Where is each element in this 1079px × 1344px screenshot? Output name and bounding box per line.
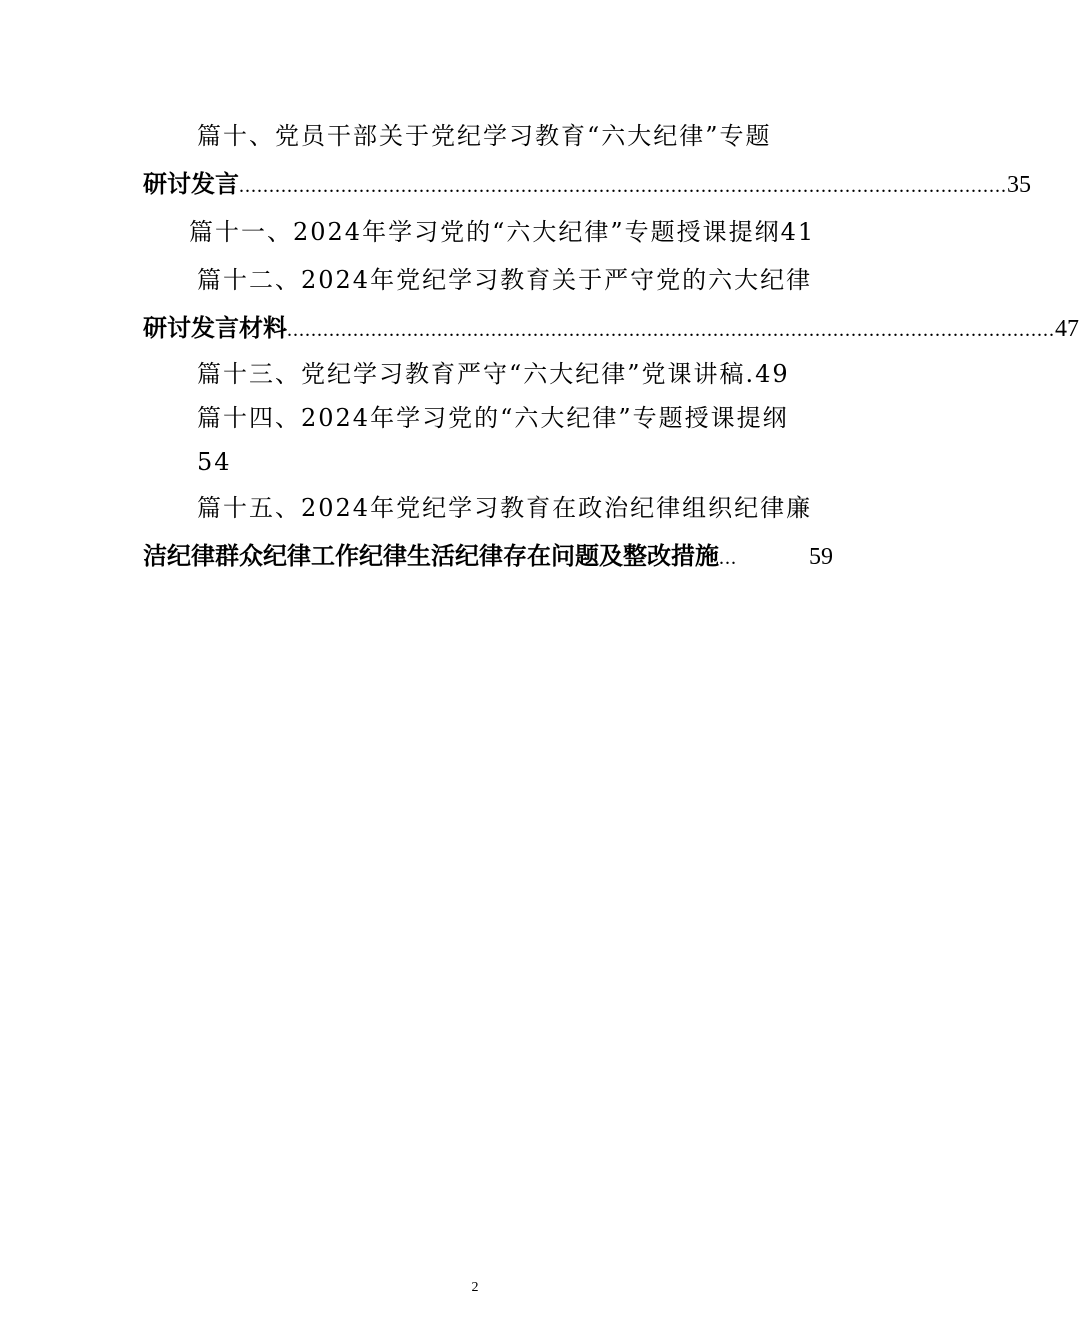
- toc-entry-10-page: 35: [1007, 172, 1031, 198]
- toc-entry-12-title: 研讨发言材料: [143, 314, 287, 342]
- dot-leader: ...: [719, 547, 737, 569]
- toc-entry-13[interactable]: 篇十三、党纪学习教育严守“六大纪律”党课讲稿.49: [197, 360, 790, 388]
- dot-leader: ................................................................................................................................: [239, 175, 1007, 197]
- toc-entry-15-page: 59: [809, 544, 833, 570]
- toc-entry-15-title: 洁纪律群众纪律工作纪律生活纪律存在问题及整改措施: [143, 542, 719, 570]
- toc-entry-14-line-1[interactable]: 篇十四、2024年学习党的“六大纪律”专题授课提纲: [197, 404, 789, 432]
- toc-entry-12-line-2[interactable]: [143, 304, 1079, 352]
- page-number: 2: [471, 1280, 479, 1295]
- toc-entry-12-line-1[interactable]: 篇十二、2024年党纪学习教育关于严守党的六大纪律: [197, 266, 813, 294]
- toc-entry-10-line-2[interactable]: [143, 160, 1031, 208]
- toc-entry-10-line-1[interactable]: 篇十、党员干部关于党纪学习教育“六大纪律”专题: [197, 122, 772, 150]
- toc-entry-15-line-2[interactable]: [143, 532, 833, 580]
- toc-entry-15-line-1[interactable]: 篇十五、2024年党纪学习教育在政治纪律组织纪律廉: [197, 494, 813, 522]
- toc-entry-11[interactable]: 篇十一、2024年学习党的“六大纪律”专题授课提纲41: [189, 218, 816, 246]
- toc-entry-10-title: 研讨发言: [143, 170, 239, 198]
- toc-entry-14-page[interactable]: 54: [197, 448, 232, 476]
- dot-leader: ................................................................................................................................: [287, 319, 1055, 341]
- table-of-contents: [143, 112, 1079, 580]
- toc-entry-12-page: 47: [1055, 316, 1079, 342]
